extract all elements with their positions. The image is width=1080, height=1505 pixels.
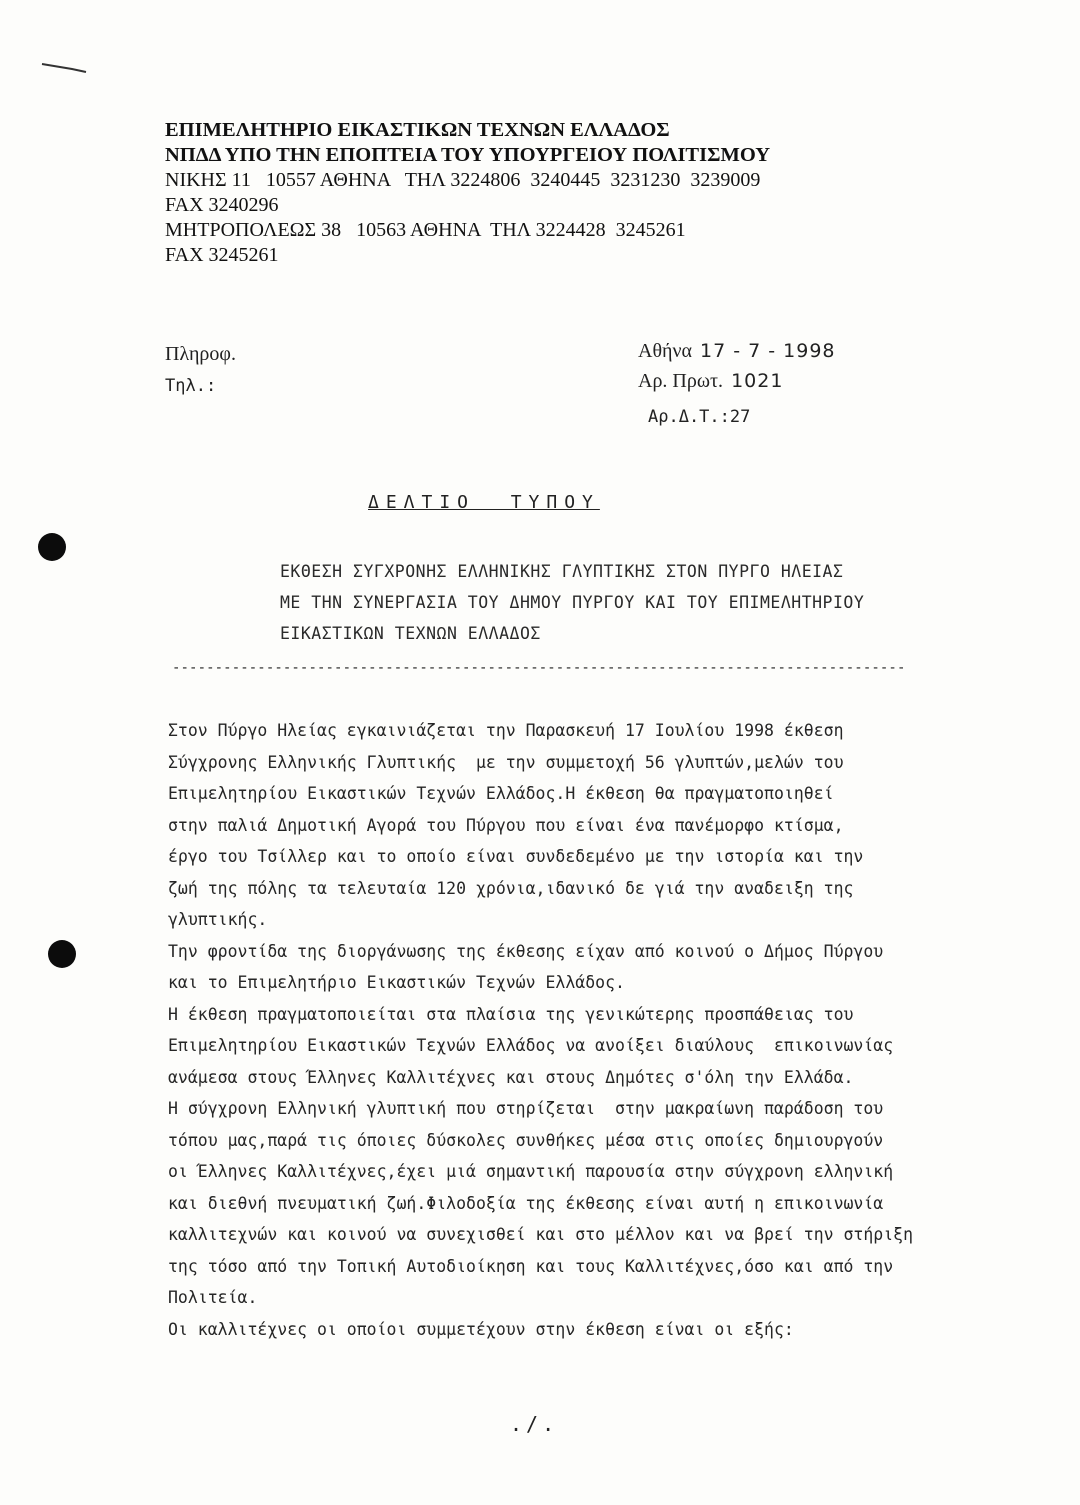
body-line: έργο του Τσίλλερ και το οποίο είναι συνδεδεμένο με την ιστορία και την	[168, 847, 864, 866]
tel-label: Τηλ.:	[165, 376, 217, 396]
staple-mark	[40, 60, 90, 74]
body-line: Επιμελητηρίου Εικαστικών Τεχνών Ελλάδος.Η έκθεση θα πραγματοποιηθεί	[168, 784, 834, 803]
protocol-line	[638, 366, 836, 396]
body-line: Η έκθεση πραγματοποιείται στα πλαίσια της γενικώτερης προσπάθειας του	[168, 1004, 854, 1024]
press-release-title: ΔΕΛΤΙΟ ΤΥΠΟΥ	[368, 492, 600, 513]
punch-hole-top	[38, 533, 66, 561]
letterhead	[165, 118, 770, 268]
subject-line-3: ΕΙΚΑΣΤΙΚΩΝ ΤΕΧΝΩΝ ΕΛΛΑΔΟΣ	[280, 624, 541, 643]
letterhead-address-1: ΝΙΚΗΣ 11 10557 ΑΘΗΝΑ ΤΗΛ 3224806 3240445 3231230 3239009	[165, 169, 761, 191]
body-line: τόπου μας,παρά τις όποιες δύσκολες συνθήκες μέσα στις οποίες δημιουργούν	[168, 1130, 884, 1150]
punch-hole-bottom	[48, 940, 76, 968]
date-value: 17 - 7 - 1998	[700, 340, 836, 362]
body-line: Πολιτεία.	[168, 1288, 258, 1307]
subject-line-1: ΕΚΘΕΣΗ ΣΥΓΧΡΟΝΗΣ ΕΛΛΗΝΙΚΗΣ ΓΛΥΠΤΙΚΗΣ ΣΤΟΝ ΠΥΡΓΟ ΗΛΕΙΑΣ	[280, 562, 844, 581]
body-line: και διεθνή πνευματική ζωή.Φιλοδοξία της έκθεσης είναι αυτή η επικοινωνία	[168, 1193, 884, 1213]
body-line: ανάμεσα στους Έλληνες Καλλιτέχνες και στους Δημότες σ'όλη την Ελλάδα.	[168, 1067, 854, 1087]
protocol-label: Αρ. Πρωτ.	[638, 370, 724, 392]
body-line: γλυπτικής.	[168, 910, 268, 929]
letterhead-address-2: ΜΗΤΡΟΠΟΛΕΩΣ 38 10563 ΑΘΗΝΑ ΤΗΛ 3224428 3245261	[165, 219, 686, 241]
body-line: οι Έλληνες Καλλιτέχνες,έχει μιά σημαντική παρουσία στην σύγχρονη ελληνική	[168, 1162, 894, 1181]
body-line: Την φροντίδα της διοργάνωσης της έκθεσης είχαν από κοινού ο Δήμος Πύργου	[168, 941, 884, 961]
body-line: και το Επιμελητήριο Εικαστικών Τεχνών Ελλάδος.	[168, 973, 625, 992]
body-line: Επιμελητηρίου Εικαστικών Τεχνών Ελλάδος να ανοίξει διαύλους επικοινωνίας	[168, 1036, 894, 1055]
letterhead-org-status: ΝΠΔΔ ΥΠΟ ΤΗΝ ΕΠΟΠΤΕΙΑ ΤΟΥ ΥΠΟΥΡΓΕΙΟΥ ΠΟΛΙΤΙΣΜΟΥ	[165, 144, 771, 166]
subject-line-2: ΜΕ ΤΗΝ ΣΥΝΕΡΓΑΣΙΑ ΤΟΥ ΔΗΜΟΥ ΠΥΡΓΟΥ ΚΑΙ ΤΟΥ ΕΠΙΜΕΛΗΤΗΡΙΟΥ	[280, 593, 865, 612]
city-label: Αθήνα	[638, 340, 693, 362]
subject-block	[280, 556, 864, 649]
body-line: Στον Πύργο Ηλείας εγκαινιάζεται την Παρασκευή 17 Ιουλίου 1998 έκθεση	[168, 721, 844, 740]
body-line: στην παλιά Δημοτική Αγορά του Πύργου που είναι ένα πανέμορφο κτίσμα,	[168, 815, 844, 835]
date-protocol-block	[638, 336, 836, 432]
body-line: Οι καλλιτέχνες οι οποίοι συμμετέχουν στην έκθεση είναι οι εξής:	[168, 1319, 794, 1339]
press-release-body	[168, 715, 988, 1345]
letterhead-org-name: ΕΠΙΜΕΛΗΤΗΡΙΟ ΕΙΚΑΣΤΙΚΩΝ ΤΕΧΝΩΝ ΕΛΛΑΔΟΣ	[165, 119, 670, 141]
body-line: ζωή της πόλης τα τελευταία 120 χρόνια,ιδανικό δε γιά την αναδειξη της	[168, 878, 854, 898]
press-release-number: Αρ.Δ.Τ.:27	[648, 407, 751, 427]
body-line: Η σύγχρονη Ελληνική γλυπτική που στηρίζεται στην μακραίωνη παράδοση του	[168, 1099, 884, 1118]
letterhead-fax-1: FAX 3240296	[165, 194, 279, 216]
dashed-separator: --------------------------------------------------------------------------------------	[172, 660, 906, 676]
letterhead-fax-2: FAX 3245261	[165, 244, 279, 266]
protocol-number: 1021	[731, 370, 784, 392]
body-line: της τόσο από την Τοπική Αυτοδιοίκηση και τους Καλλιτέχνες,όσο και από την	[168, 1256, 894, 1276]
contact-info-block	[165, 338, 236, 402]
continuation-mark: ./.	[510, 1412, 559, 1436]
body-line: καλλιτεχνών και κοινού να συνεχισθεί και στο μέλλον και να βρεί την στήριξη	[168, 1225, 914, 1244]
date-line	[638, 336, 836, 366]
info-label: Πληροφ.	[165, 343, 236, 365]
body-line: Σύγχρονης Ελληνικής Γλυπτικής με την συμμετοχή 56 γλυπτών,μελών του	[168, 752, 844, 772]
